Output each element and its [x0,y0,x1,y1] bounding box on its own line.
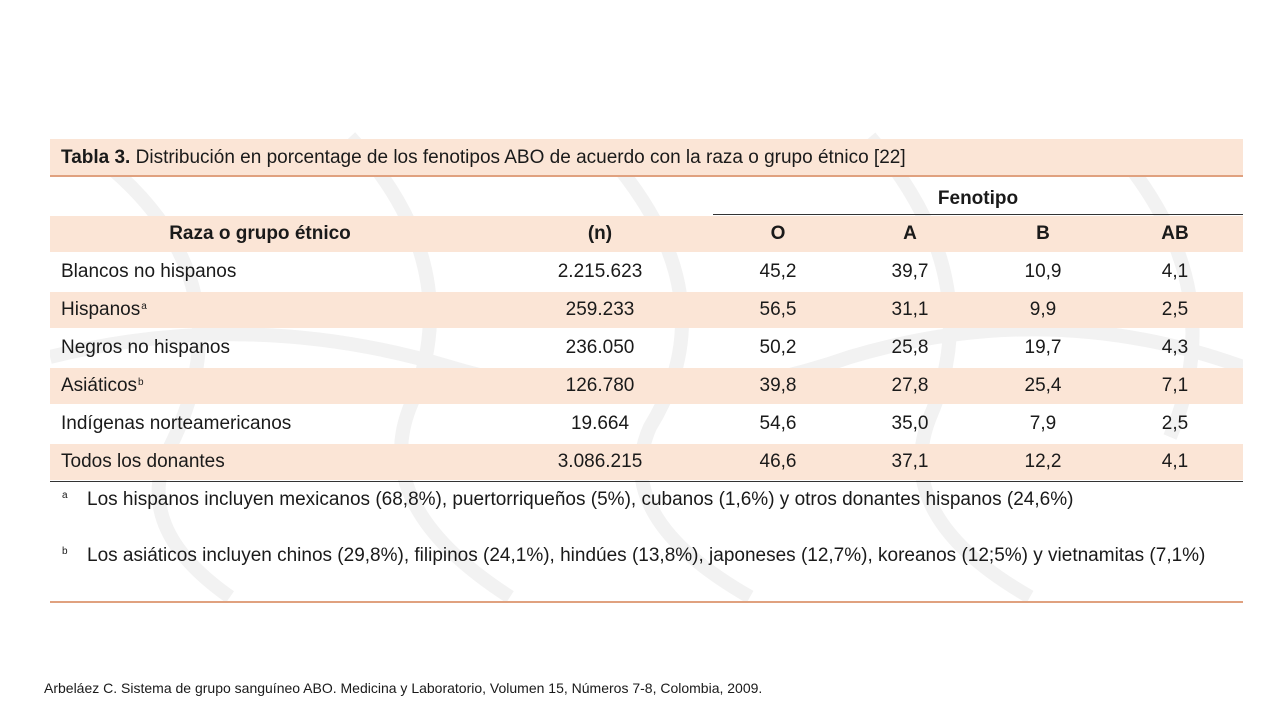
column-header-row [50,216,1243,252]
phenotype-group-header: Fenotipo [713,183,1243,215]
footnote-text: Los asiáticos incluyen chinos (29,8%), filipinos (24,1%), hindúes (13,8%), japoneses (12,7%), koreanos (12;5%) y vietnamitas (7,1%) [87,545,1206,566]
row-n: 126.780 [565,375,635,396]
footnote-marker: b [138,377,144,388]
row-ab: 4,3 [1161,337,1189,358]
column-header-ab: AB [1161,223,1189,244]
row-b: 9,9 [1029,299,1057,320]
row-n: 259.233 [565,299,635,320]
row-n: 2.215.623 [557,261,643,282]
row-a: 35,0 [891,413,929,434]
footnote-mark: b [62,546,68,557]
row-n: 236.050 [565,337,635,358]
footnote-mark: a [62,490,68,501]
row-b: 10,9 [1024,261,1062,282]
row-b: 12,2 [1024,451,1062,472]
row-a: 25,8 [891,337,929,358]
column-header-ethnic-group: Raza o grupo étnico [169,223,351,244]
row-n: 3.086.215 [557,451,643,472]
row-n: 19.664 [570,413,630,434]
table-row [50,368,1243,404]
table-row [50,444,1243,480]
row-o: 39,8 [759,375,797,396]
footnote [62,486,1207,514]
table-caption [50,139,1243,177]
row-ab: 4,1 [1161,261,1189,282]
row-a: 39,7 [891,261,929,282]
table-row [50,406,1243,442]
row-ab: 4,1 [1161,451,1189,472]
row-b: 7,9 [1029,413,1057,434]
abo-phenotype-table [50,127,1243,605]
row-ab: 2,5 [1161,413,1189,434]
row-a: 31,1 [891,299,929,320]
row-b: 25,4 [1024,375,1062,396]
row-o: 54,6 [759,413,797,434]
column-header-o: O [770,223,786,244]
table-row [50,330,1243,366]
row-name: Todos los donantes [61,451,225,472]
caption-label: Tabla 3. [61,147,131,168]
row-name: Indígenas norteamericanos [61,413,292,434]
row-a: 37,1 [891,451,929,472]
row-name: Asiáticos [61,375,138,396]
row-b: 19,7 [1024,337,1062,358]
row-o: 46,6 [759,451,797,472]
column-header-b: B [1036,223,1050,244]
column-header-a: A [903,223,917,244]
row-o: 50,2 [759,337,797,358]
table-footnotes [50,481,1243,603]
row-name: Negros no hispanos [61,337,230,358]
row-ab: 2,5 [1161,299,1189,320]
source-citation: Arbeláez C. Sistema de grupo sanguíneo ABO. Medicina y Laboratorio, Volumen 15, Números 7-8, Colombia, 2009. [44,680,763,696]
row-o: 45,2 [759,261,797,282]
column-header-n: (n) [587,223,613,244]
table-row [50,292,1243,328]
row-name: Blancos no hispanos [61,261,237,282]
footnote-marker: a [141,301,147,312]
row-ab: 7,1 [1161,375,1189,396]
footnote [62,542,1207,570]
row-name: Hispanos [61,299,141,320]
row-o: 56,5 [759,299,797,320]
caption-text: Distribución en porcentage de los fenotipos ABO de acuerdo con la raza o grupo étnico [22] [135,147,906,168]
row-a: 27,8 [891,375,929,396]
table-row [50,254,1243,290]
footnote-text: Los hispanos incluyen mexicanos (68,8%), puertorriqueños (5%), cubanos (1,6%) y otros donantes hispanos (24,6%) [87,489,1074,510]
